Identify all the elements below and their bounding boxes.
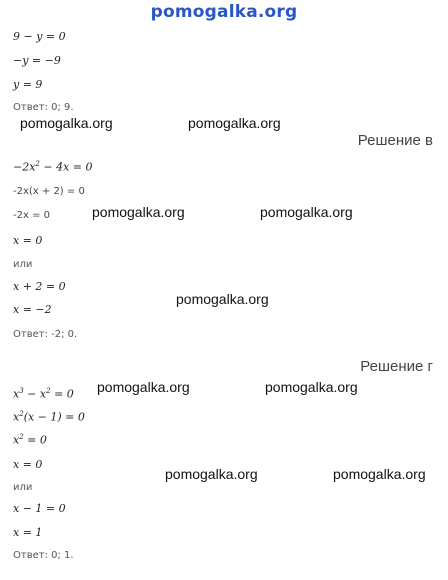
equation-line: x = 1 [13,526,43,539]
watermark: pomogalka.org [92,204,185,220]
equation-line: x + 2 = 0 [13,280,66,293]
equation-line: x − 1 = 0 [13,502,66,515]
site-title[interactable]: pomogalka.org [150,2,298,22]
section-heading: Решение г [360,358,433,375]
watermark: pomogalka.org [333,466,426,482]
answer-text: Ответ: 0; 9. [13,102,74,113]
watermark: pomogalka.org [265,379,358,395]
equation-line: −y = −9 [13,54,61,67]
equation-line: x = 0 [13,458,43,471]
equation-line: $-2x^2 - 4x = 0$ [13,160,93,174]
watermark: pomogalka.org [165,466,258,482]
equation-line: $x^2 = 0$ [13,433,47,447]
watermark: pomogalka.org [20,115,113,131]
or-text: или [13,259,33,270]
section-heading: Решение в [357,132,433,149]
watermark: pomogalka.org [97,379,190,395]
equation-line: y = 9 [13,78,43,91]
or-text: или [13,482,33,493]
watermark: pomogalka.org [260,204,353,220]
equation-line: -2x = 0 [13,210,50,221]
equation-line: x = −2 [13,303,52,316]
watermark: pomogalka.org [188,115,281,131]
equation-line: -2x(x + 2) = 0 [13,186,85,197]
equation-line: $x^3 - x^2 = 0$ [13,387,74,401]
equation-line: $x^2(x - 1) = 0$ [13,410,85,424]
equation-line: x = 0 [13,234,43,247]
equation-line: 9 − y = 0 [13,30,66,43]
answer-text: Ответ: 0; 1. [13,550,74,561]
answer-text: Ответ: -2; 0. [13,329,78,340]
watermark: pomogalka.org [176,291,269,307]
